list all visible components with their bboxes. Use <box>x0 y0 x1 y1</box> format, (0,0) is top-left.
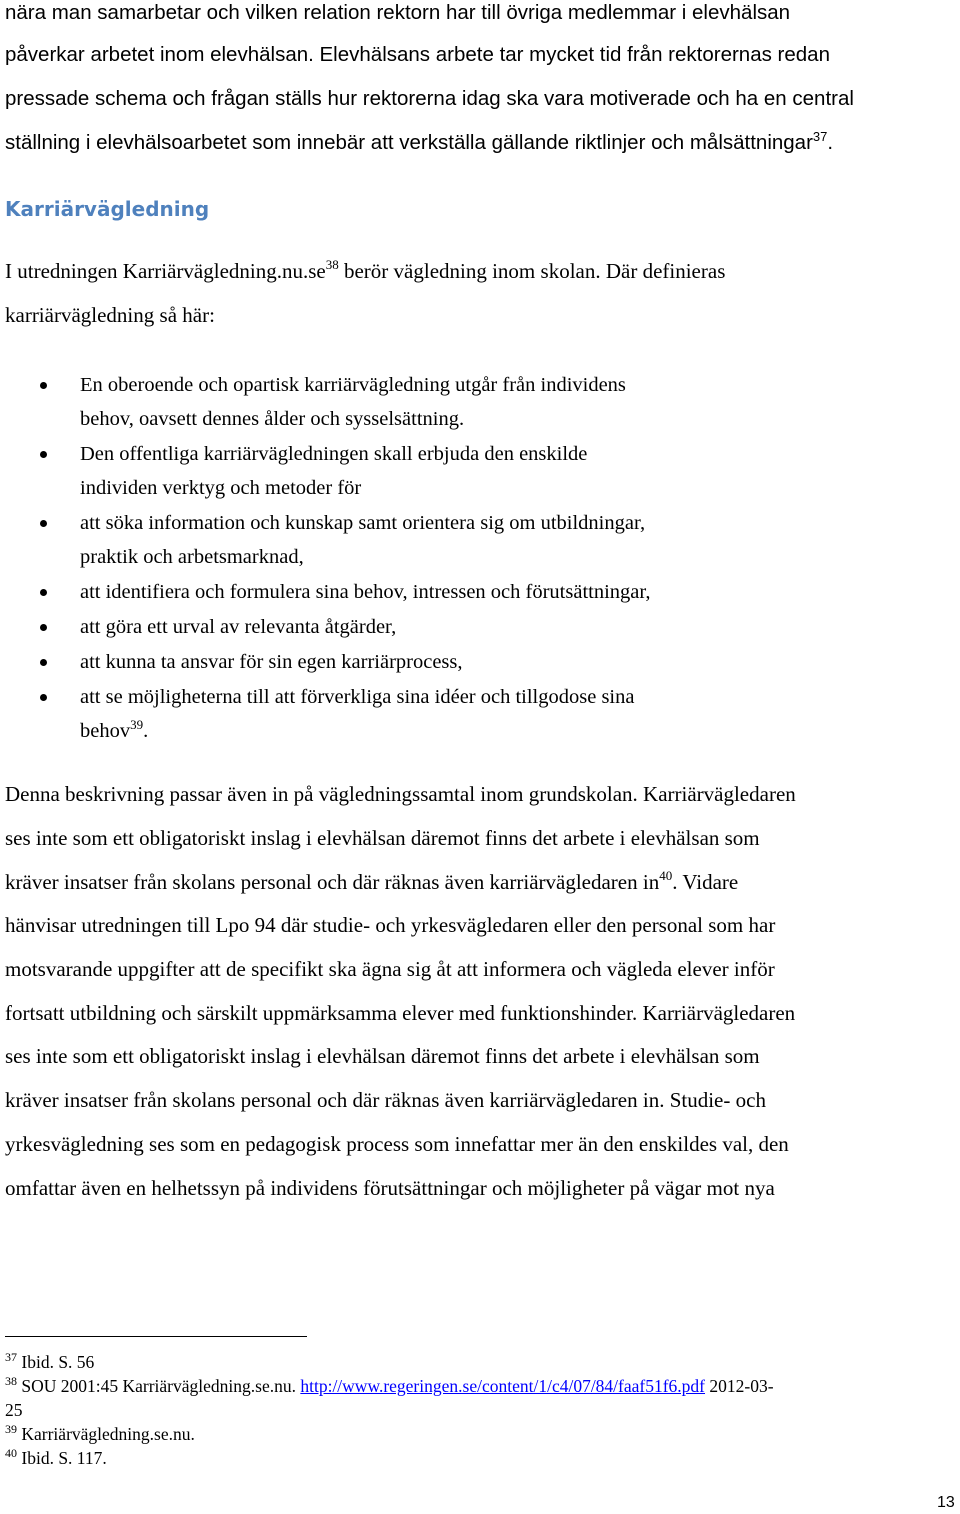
footnote-text: Ibid. S. 117. <box>17 1448 107 1468</box>
bullet-dot <box>40 382 47 389</box>
bullet-dot <box>40 520 47 527</box>
bullet-line: individen verktyg och metoder för <box>80 477 362 499</box>
bullet-line: att se möjligheterna till att förverkliga sina idéer och tillgodose sina <box>80 686 635 708</box>
paragraph-text: . Vidare <box>672 870 739 894</box>
paragraph-line: yrkesvägledning ses som en pedagogisk process som innefattar mer än den enskildes val, den <box>5 1132 789 1156</box>
bullet-line: att kunna ta ansvar för sin egen karriärprocess, <box>80 651 463 673</box>
footnote-text: SOU 2001:45 Karriärvägledning.se.nu. <box>17 1376 301 1396</box>
paragraph-line: hänvisar utredningen till Lpo 94 där studie- och yrkesvägledaren eller den personal som har <box>5 913 776 937</box>
footnote-link[interactable]: http://www.regeringen.se/content/1/c4/07/84/faaf51f6.pdf <box>300 1376 706 1396</box>
paragraph-text: . <box>827 131 834 154</box>
paragraph-line <box>5 130 833 156</box>
bullet-dot <box>40 694 47 701</box>
footnote-number: 39 <box>5 1422 17 1436</box>
paragraph-text: ställning i elevhälsoarbetet som innebär att verkställa gällande riktlinjer och målsättningar <box>5 131 813 154</box>
intro-text: berör vägledning inom skolan. Där definieras <box>338 259 726 283</box>
bullet-text: . <box>143 720 149 742</box>
paragraph-text: kräver insatser från skolans personal och där räknas även karriärvägledaren in <box>5 870 660 894</box>
intro-text: I utredningen Karriärvägledning.nu.se <box>5 259 326 283</box>
bullet-dot <box>40 659 47 666</box>
page-number: 13 <box>937 1494 955 1511</box>
bullet-line: att göra ett urval av relevanta åtgärder, <box>80 616 397 638</box>
footnote-ref[interactable]: 40 <box>659 868 673 883</box>
bullet-line: att identifiera och formulera sina behov, intressen och förutsättningar, <box>80 581 651 603</box>
section-heading: Karriärvägledning <box>5 197 210 221</box>
footnote-number: 40 <box>5 1446 17 1460</box>
footnote-39 <box>5 1423 195 1445</box>
paragraph-line: omfattar även en helhetssyn på individens förutsättningar och möjligheter på vägar mot nya <box>5 1176 775 1200</box>
paragraph-line: påverkar arbetet inom elevhälsan. Elevhälsans arbete tar mycket tid från rektorernas redan <box>5 43 830 66</box>
bullet-dot <box>40 589 47 596</box>
footnote-number: 37 <box>5 1350 17 1364</box>
footnote-38-continued: 25 <box>5 1400 23 1420</box>
paragraph-line: pressade schema och frågan ställs hur rektorerna idag ska vara motiverade och ha en central <box>5 87 854 110</box>
footnote-38 <box>5 1375 774 1397</box>
paragraph-line: nära man samarbetar och vilken relation rektorn har till övriga medlemmar i elevhälsan <box>5 1 791 24</box>
footnote-ref[interactable]: 38 <box>325 257 339 272</box>
paragraph-line: Denna beskrivning passar även in på vägledningssamtal inom grundskolan. Karriärvägledaren <box>5 782 796 806</box>
footnote-number: 38 <box>5 1374 17 1388</box>
paragraph-line: ses inte som ett obligatoriskt inslag i elevhälsan däremot finns det arbete i elevhälsan som <box>5 826 760 850</box>
footnote-ref[interactable]: 37 <box>812 129 828 144</box>
bullet-text: behov <box>80 720 131 742</box>
bullet-dot <box>40 451 47 458</box>
paragraph-line: motsvarande uppgifter att de specifikt ska ägna sig åt att informera och vägleda elever inför <box>5 957 775 981</box>
bullet-line <box>80 718 148 744</box>
bullet-line: En oberoende och opartisk karriärvägledning utgår från individens <box>80 374 626 396</box>
footnote-40 <box>5 1447 107 1469</box>
paragraph-line: fortsatt utbildning och särskilt uppmärksamma elever med funktionshinder. Karriärvägledaren <box>5 1001 796 1025</box>
bullet-line: Den offentliga karriärvägledningen skall erbjuda den enskilde <box>80 443 588 465</box>
bullet-line: praktik och arbetsmarknad, <box>80 546 304 568</box>
footnote-ref[interactable]: 39 <box>130 717 144 732</box>
footnote-separator <box>5 1336 307 1337</box>
bullet-dot <box>40 624 47 631</box>
footnote-text: Ibid. S. 56 <box>17 1352 95 1372</box>
bullet-line: att söka information och kunskap samt orientera sig om utbildningar, <box>80 512 646 534</box>
bullet-line: behov, oavsett dennes ålder och sysselsättning. <box>80 408 465 430</box>
footnote-text: Karriärvägledning.se.nu. <box>17 1424 195 1444</box>
paragraph-line: ses inte som ett obligatoriskt inslag i elevhälsan däremot finns det arbete i elevhälsan som <box>5 1044 760 1068</box>
paragraph-line: kräver insatser från skolans personal och där räknas även karriärvägledaren in. Studie- och <box>5 1088 766 1112</box>
footnote-date: 2012-03- <box>705 1376 774 1396</box>
paragraph-line <box>5 869 738 895</box>
intro-line: karriärvägledning så här: <box>5 303 215 327</box>
footnote-37 <box>5 1351 94 1373</box>
intro-line <box>5 258 725 284</box>
